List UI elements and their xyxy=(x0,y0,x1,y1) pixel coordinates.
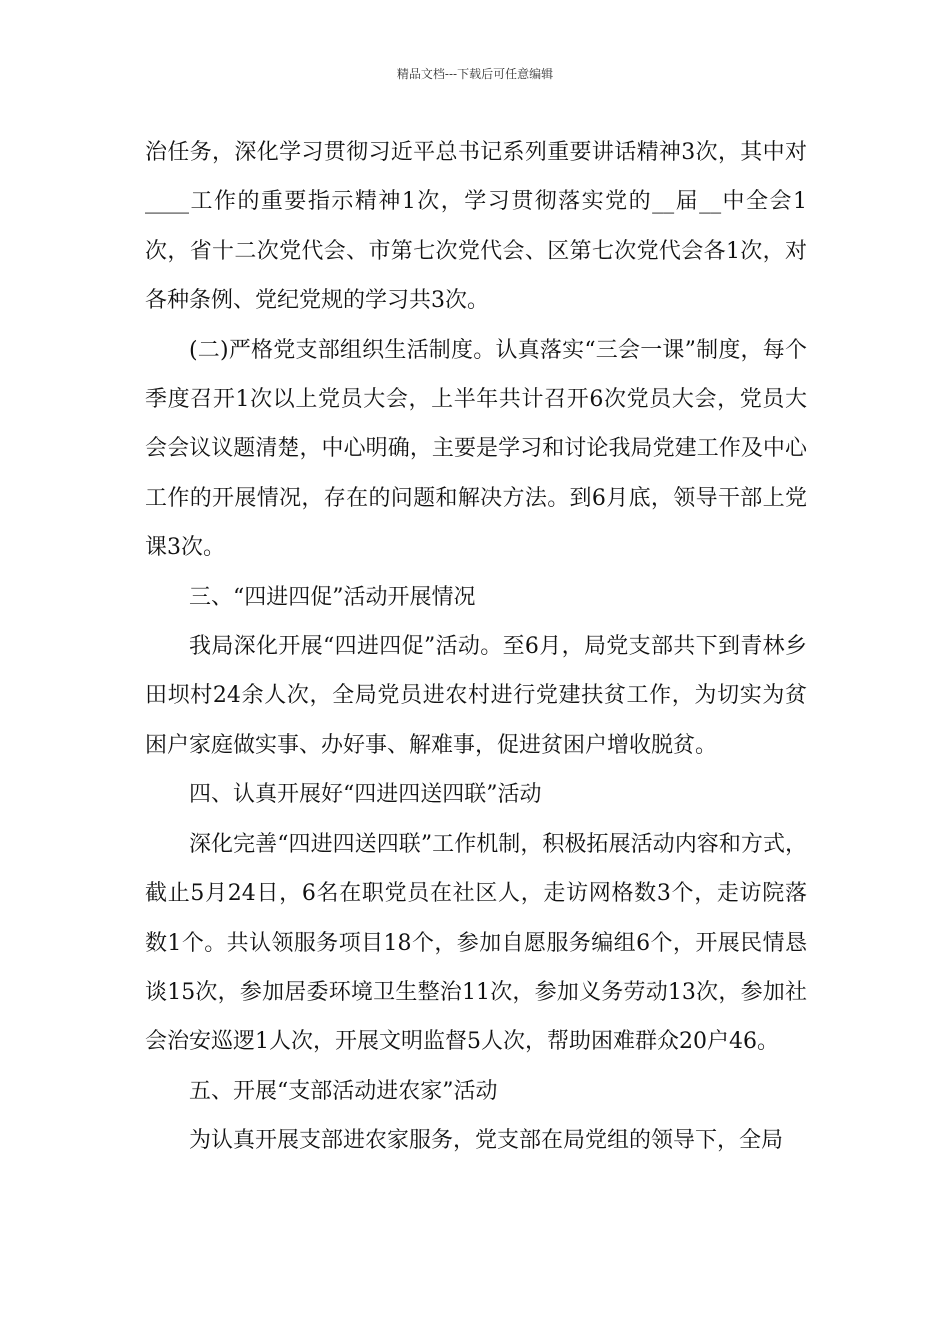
page-header: 精品文档---下载后可任意编辑 xyxy=(396,67,554,81)
document-body xyxy=(145,128,807,1166)
paragraph-four-send-four-link: 深化完善“四进四送四联”工作机制，积极拓展活动内容和方式，截止5月24日，6名在职党员在社区人，走访网格数3个，走访院落数1个。共认领服务项目18个，参加自愿服务编组6个，开展民情恳谈15次，参加居委环境卫生整治11次，参加义务劳动13次，参加社会治安巡逻1人次，开展文明监督5人次，帮助困难群众20户46。 xyxy=(145,831,807,1055)
section-heading-four: 四、认真开展好“四进四送四联”活动 xyxy=(189,782,542,808)
paragraph-four-promote: 我局深化开展“四进四促”活动。至6月，局党支部共下到青林乡田坝村24余人次，全局党员进农村进行党建扶贫工作，为切实为贫困户家庭做实事、办好事、解难事，促进贫困户增收脱贫。 xyxy=(145,634,807,758)
paragraph-task-summary: 治任务，深化学习贯彻习近平总书记系列重要讲话精神3次，其中对____工作的重要指示精神1次，学习贯彻落实党的__届__中全会1次，省十二次党代会、市第七次党代会、区第七次党代会各1次，对各种条例、党纪党规的学习共3次。 xyxy=(145,140,807,314)
paragraph-branch-to-farm: 为认真开展支部进农家服务，党支部在局党组的领导下，全局 xyxy=(189,1128,784,1154)
section-heading-five: 五、开展“支部活动进农家”活动 xyxy=(189,1078,498,1104)
paragraph-organization-life: (二)严格党支部组织生活制度。认真落实“三会一课”制度，每个季度召开1次以上党员大会，上半年共计召开6次党员大会，党员大会会议议题清楚，中心明确，主要是学习和讨论我局党建工作及中心工作的开展情况，存在的问题和解决方法。到6月底，领导干部上党课3次。 xyxy=(145,337,807,561)
section-heading-three: 三、“四进四促”活动开展情况 xyxy=(189,584,476,610)
